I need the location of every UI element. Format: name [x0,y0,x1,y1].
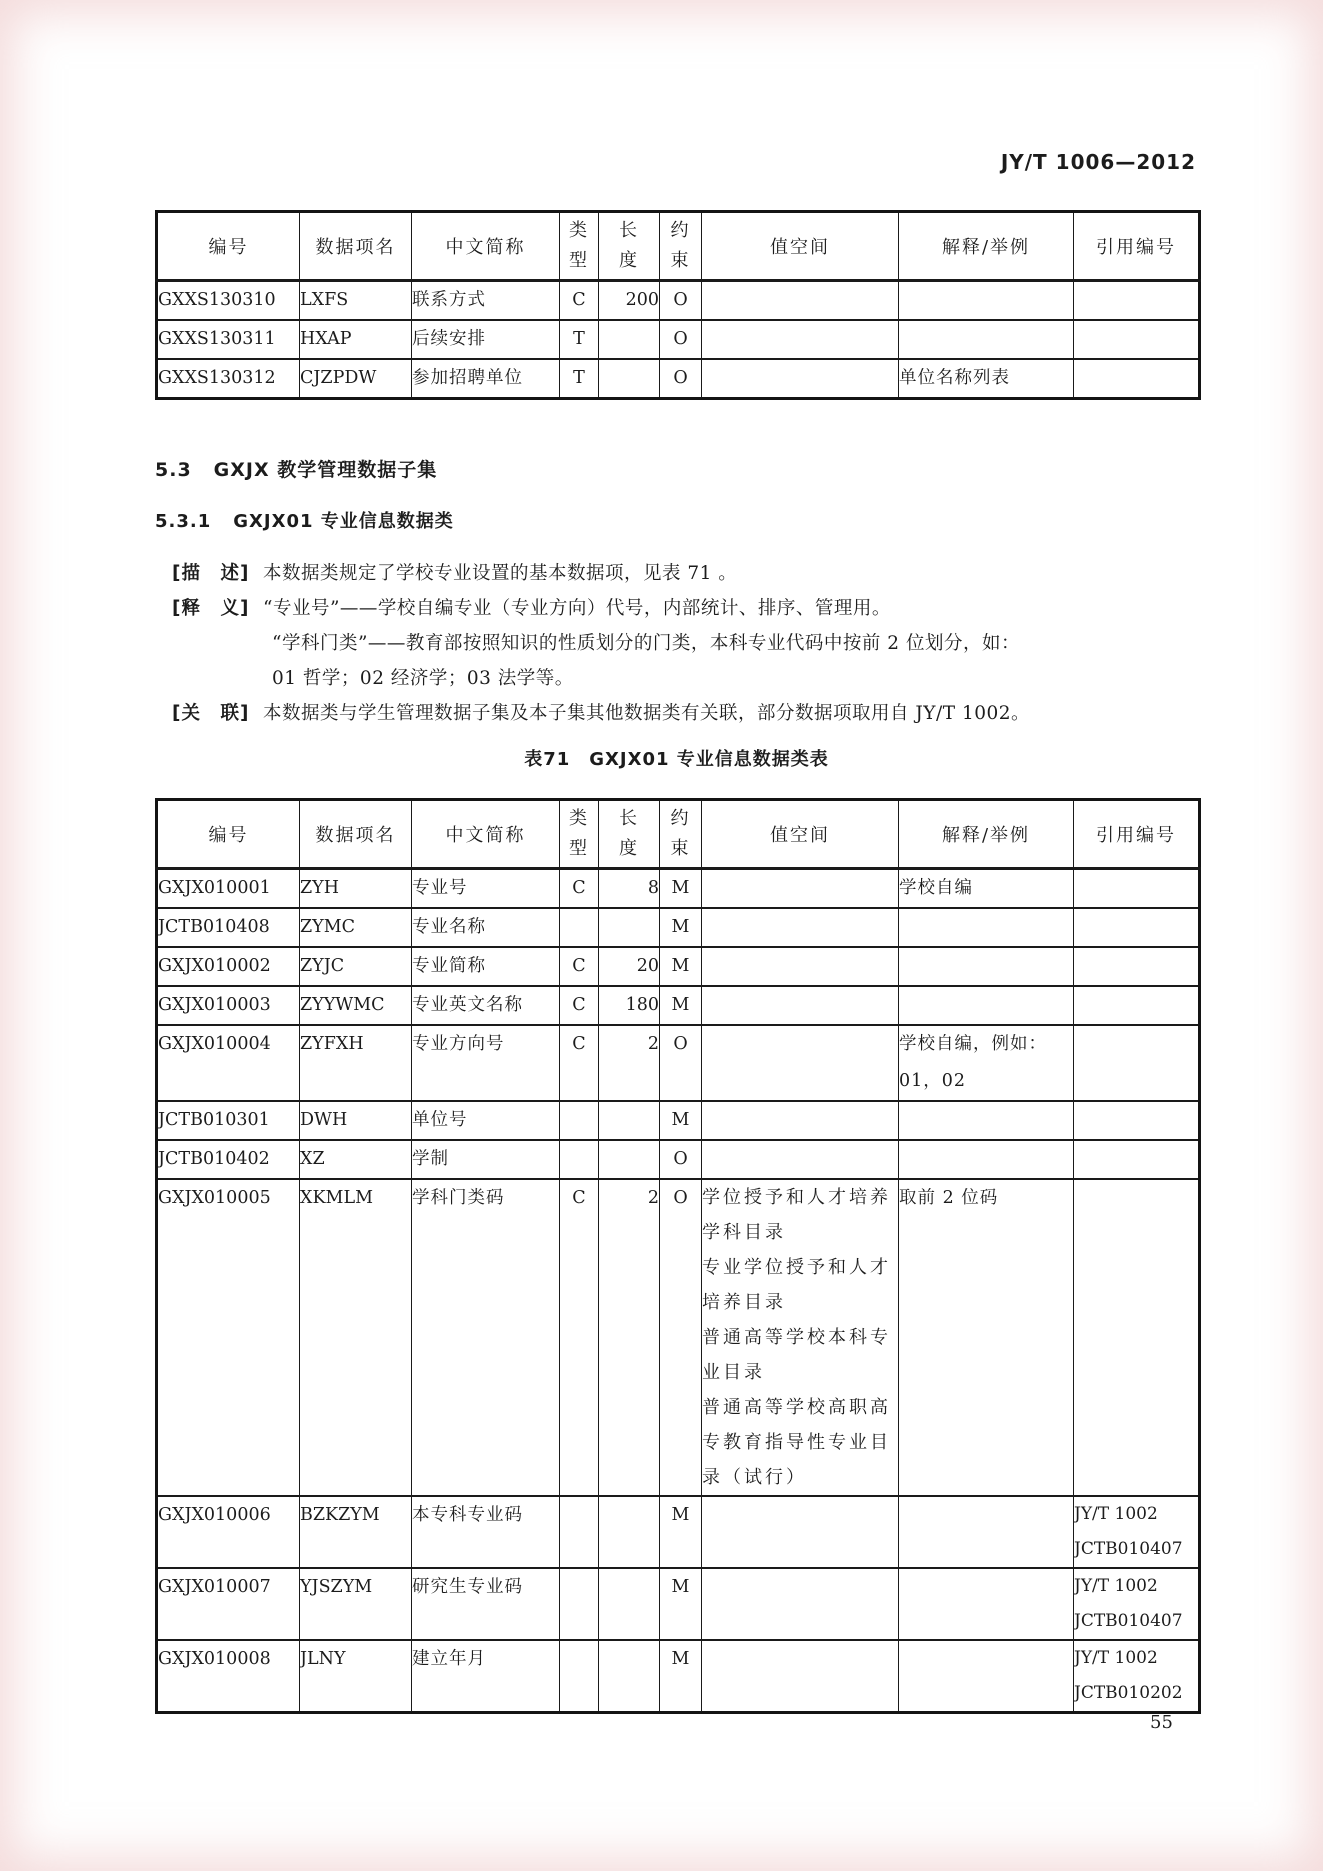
table-cell [1074,986,1200,1025]
column-header: 数据项名 [300,212,412,281]
column-header-line: 类 [569,220,589,241]
table-cell [1074,947,1200,986]
column-header: 数据项名 [300,800,412,869]
column-header-line: 约 [670,808,691,829]
column-header: 中文简称 [412,212,560,281]
table-cell [1074,1025,1200,1101]
table-cell [1074,1101,1200,1140]
column-header [560,212,599,281]
table-cell [702,947,899,986]
table-cell: 本专科专业码 [412,1496,560,1568]
table-cell: 专业名称 [412,908,560,947]
table-cell [1074,1496,1200,1568]
table-cell: 180 [599,986,660,1025]
table-cell: 200 [599,281,660,321]
table-cell: JCTB010408 [157,908,300,947]
table-cell [560,1496,599,1568]
table-header-row [157,800,1200,869]
cell-line: JCTB010407 [1074,1611,1183,1631]
table-cell: DWH [300,1101,412,1140]
table-cell: 学校自编，例如：01，02 [899,1025,1074,1101]
table-cell [702,1640,899,1713]
table-cell [702,281,899,321]
table-cell: T [560,320,599,359]
table-cell: GXJX010003 [157,986,300,1025]
cell-line: JCTB010407 [1074,1539,1183,1559]
cell-line: 专业学位授予和人才培养目录 [702,1257,891,1313]
table-cell: GXJX010008 [157,1640,300,1713]
cell-line: 普通高等学校高职高专教育指导性专业目录（试行） [702,1397,891,1488]
note-line [172,626,1202,661]
table-cell [899,1140,1074,1179]
note-label: [描 述] [172,563,250,584]
table-cell: C [560,869,599,909]
table-row [157,1179,1200,1496]
table-cell [560,908,599,947]
section-number: 5.3.1 [155,511,212,532]
cell-line: JY/T 1002 [1074,1504,1158,1524]
table-cell: M [660,908,702,947]
cell-line: JY/T 1002 [1074,1648,1158,1668]
column-header: 解释/举例 [899,800,1074,869]
table-cell [702,1101,899,1140]
table-cell [1074,320,1200,359]
column-header [599,800,660,869]
cell-line: 学位授予和人才培养学科目录 [702,1187,891,1243]
table-cell [1074,1140,1200,1179]
table-cell: M [660,1496,702,1568]
note-text: 本数据类与学生管理数据子集及本子集其他数据类有关联，部分数据项取用自 JY/T 1002。 [263,703,1031,724]
section-number: 5.3 [155,459,192,481]
table-cell [1074,1568,1200,1640]
table-row [157,986,1200,1025]
column-header-line: 型 [569,838,589,859]
table-caption: 表71 GXJX01 专业信息数据类表 [524,749,829,770]
section-title: GXJX01 专业信息数据类 [233,511,454,532]
column-header-line: 束 [670,838,691,859]
table-cell [702,908,899,947]
table-cell: GXXS130311 [157,320,300,359]
column-header-line: 约 [670,220,691,241]
table-cell: 研究生专业码 [412,1568,560,1640]
table-cell: M [660,1640,702,1713]
data-table-continued [155,210,1201,400]
table-cell [599,1496,660,1568]
data-table-71 [155,798,1201,1714]
table-cell: YJSZYM [300,1568,412,1640]
table-row [157,1568,1200,1640]
table-cell: 建立年月 [412,1640,560,1713]
table-cell: M [660,986,702,1025]
column-header: 编号 [157,800,300,869]
table-cell: HXAP [300,320,412,359]
table-cell: GXJX010004 [157,1025,300,1101]
table-cell [599,359,660,399]
note-line [172,556,1202,591]
table-cell: O [660,281,702,321]
table-row [157,1025,1200,1101]
doc-code: JY/T 1006—2012 [1000,150,1196,174]
table-cell: 学校自编 [899,869,1074,909]
table-cell: GXJX010002 [157,947,300,986]
table-cell [702,1496,899,1568]
table-cell: O [660,320,702,359]
table-cell: GXJX010006 [157,1496,300,1568]
note-label: [释 义] [172,598,250,619]
column-header: 中文简称 [412,800,560,869]
table-cell: 8 [599,869,660,909]
table-cell [599,1140,660,1179]
column-header: 解释/举例 [899,212,1074,281]
table-cell: M [660,947,702,986]
table-cell: O [660,359,702,399]
table-cell: ZYJC [300,947,412,986]
table-cell [599,908,660,947]
table-row [157,1101,1200,1140]
table-cell [899,986,1074,1025]
notes-block [172,556,1202,731]
column-header [660,212,702,281]
table-cell: GXXS130312 [157,359,300,399]
table-cell: 学制 [412,1140,560,1179]
table-header-row [157,212,1200,281]
table-cell: XZ [300,1140,412,1179]
table-row [157,1496,1200,1568]
table-cell: XKMLM [300,1179,412,1496]
column-header-line: 型 [569,250,589,271]
table-cell [899,1640,1074,1713]
column-header: 编号 [157,212,300,281]
note-text: 01 哲学；02 经济学；03 法学等。 [272,668,574,689]
table-cell: C [560,281,599,321]
table-cell: T [560,359,599,399]
note-text: 本数据类规定了学校专业设置的基本数据项，见表 71 。 [263,563,738,584]
table-cell [599,1568,660,1640]
column-header: 值空间 [702,800,899,869]
table-cell [1074,869,1200,909]
cell-line: JY/T 1002 [1074,1576,1158,1596]
table-cell [702,1140,899,1179]
table-cell [599,1101,660,1140]
column-header-line: 长 [619,808,639,829]
column-header-line: 束 [670,250,691,271]
table-cell: GXXS130310 [157,281,300,321]
table-cell: C [560,1179,599,1496]
table-cell [702,359,899,399]
section-title: GXJX 教学管理数据子集 [213,459,438,481]
table-cell [1074,359,1200,399]
table-cell [599,320,660,359]
table-cell: JCTB010301 [157,1101,300,1140]
table-cell [899,908,1074,947]
table-cell [702,1179,899,1496]
table-cell [702,320,899,359]
table-cell: O [660,1179,702,1496]
table-row [157,1640,1200,1713]
column-header [560,800,599,869]
table-cell: CJZPDW [300,359,412,399]
table-cell: 专业方向号 [412,1025,560,1101]
table-cell: O [660,1025,702,1101]
table-cell [560,1640,599,1713]
table-row [157,281,1200,321]
table-cell: 2 [599,1179,660,1496]
column-header: 值空间 [702,212,899,281]
table-cell: 单位名称列表 [899,359,1074,399]
table-cell: 20 [599,947,660,986]
table-cell: 参加招聘单位 [412,359,560,399]
section-heading-5-3-1 [155,507,454,533]
table-cell: 后续安排 [412,320,560,359]
table-cell [899,1101,1074,1140]
table-row [157,947,1200,986]
table-cell: M [660,1101,702,1140]
note-line [172,696,1202,731]
table-cell [1074,1179,1200,1496]
table-cell: 取前 2 位码 [899,1179,1074,1496]
table-cell [560,1101,599,1140]
table-cell [1074,908,1200,947]
note-label: [关 联] [172,703,250,724]
table-cell [899,320,1074,359]
table-cell: 专业简称 [412,947,560,986]
table-cell: 专业号 [412,869,560,909]
table-cell [599,1640,660,1713]
table-cell [1074,281,1200,321]
table-row [157,869,1200,909]
table-cell: M [660,869,702,909]
table-cell: LXFS [300,281,412,321]
table-cell: GXJX010001 [157,869,300,909]
table-cell: ZYYWMC [300,986,412,1025]
table-cell: GXJX010007 [157,1568,300,1640]
table-cell: JCTB010402 [157,1140,300,1179]
column-header-line: 类 [569,808,589,829]
table-cell [560,1140,599,1179]
page-number: 55 [1150,1712,1173,1733]
table-cell [702,986,899,1025]
table-cell: C [560,1025,599,1101]
table-cell: 联系方式 [412,281,560,321]
table-cell: 2 [599,1025,660,1101]
table-cell: 学科门类码 [412,1179,560,1496]
table-cell: 单位号 [412,1101,560,1140]
table-cell [899,947,1074,986]
table-cell: 专业英文名称 [412,986,560,1025]
table-cell [899,1568,1074,1640]
column-header: 引用编号 [1074,212,1200,281]
table-cell [560,1568,599,1640]
table-cell [702,1025,899,1101]
section-heading-5-3 [155,455,437,482]
table-cell: ZYFXH [300,1025,412,1101]
column-header [660,800,702,869]
table-cell: M [660,1568,702,1640]
table-cell [1074,1640,1200,1713]
column-header: 引用编号 [1074,800,1200,869]
table-cell: C [560,986,599,1025]
table-row [157,1140,1200,1179]
note-line [172,591,1202,626]
column-header-line: 长 [619,220,639,241]
table-row [157,320,1200,359]
table-cell: BZKZYM [300,1496,412,1568]
cell-line: JCTB010202 [1074,1683,1183,1703]
table-cell: GXJX010005 [157,1179,300,1496]
cell-line: 普通高等学校本科专业目录 [702,1327,891,1383]
table-cell: JLNY [300,1640,412,1713]
note-line [172,661,1202,696]
table-cell [899,1496,1074,1568]
table-cell: ZYMC [300,908,412,947]
table-cell [702,1568,899,1640]
note-text: “学科门类”——教育部按照知识的性质划分的门类，本科专业代码中按前 2 位划分，如： [272,633,1020,654]
column-header-line: 度 [619,838,639,859]
table-row [157,908,1200,947]
table-cell: C [560,947,599,986]
table-cell: ZYH [300,869,412,909]
column-header [599,212,660,281]
table-row [157,359,1200,399]
table-cell [702,869,899,909]
table-cell: O [660,1140,702,1179]
table-cell [899,281,1074,321]
note-text: “专业号”——学校自编专业（专业方向）代号，内部统计、排序、管理用。 [263,598,891,619]
column-header-line: 度 [619,250,639,271]
